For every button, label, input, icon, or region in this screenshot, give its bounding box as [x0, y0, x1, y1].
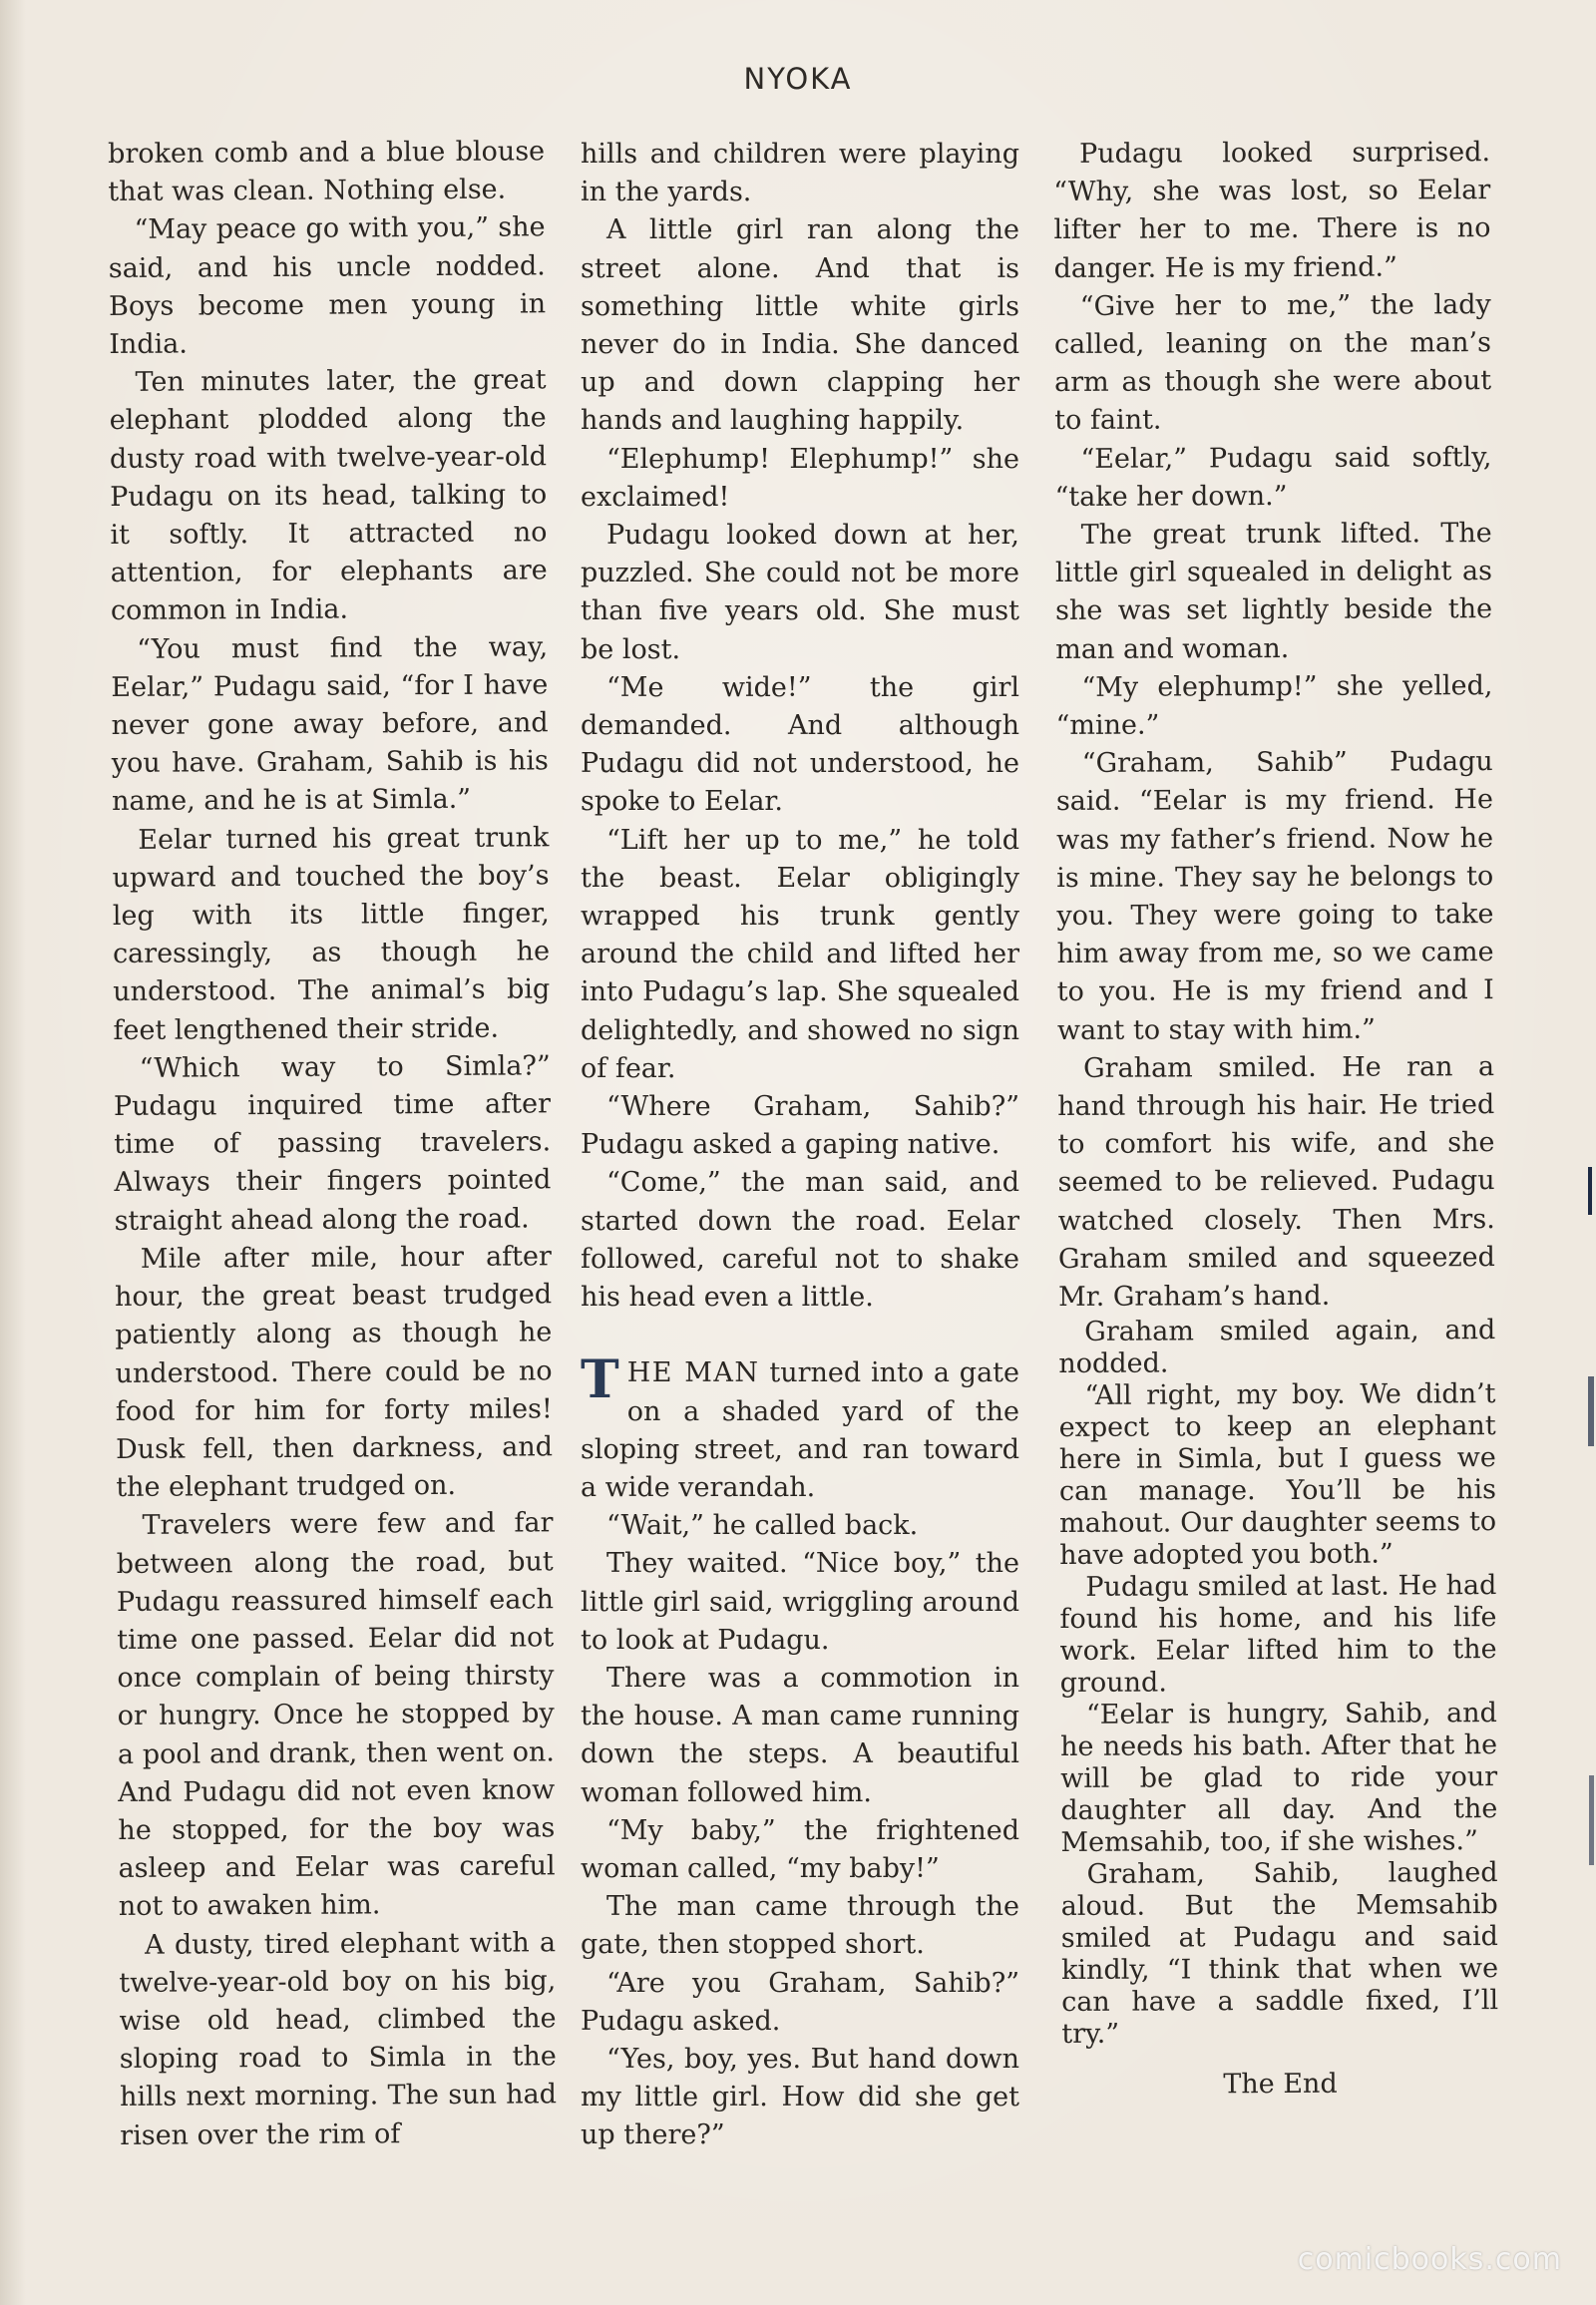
paragraph: “Wait,” he called back. — [606, 1510, 919, 1542]
paragraph: hills and children were playing in the yards. — [581, 139, 1019, 208]
paragraph: A little girl ran along the street alone. And that is something little white girls never do in India. She danced up and down clapping her hands and laughing happily. — [581, 214, 1019, 437]
paragraph: “Which way to Simla?” Pudagu inquired time after time of passing travelers. Always their fingers pointed straight ahead along the road. — [113, 1050, 552, 1237]
section-opening-paragraph — [581, 1349, 1019, 1507]
paragraph: “Lift her up to me,” he told the beast. Eelar obligingly wrapped his trunk gently around the child and lifted her into Pudagu’s lap. She squealed delightedly, and showed no sign of fear. — [581, 824, 1019, 1084]
text-column-1 — [108, 133, 557, 2154]
paragraph: “You must find the way, Eelar,” Pudagu said, “for I have never gone away before, and you have. Graham, Sahib is his name, and he is at Simla.” — [111, 630, 549, 818]
text-column-2 — [581, 136, 1019, 2155]
paragraph: “Come,” the man said, and started down the road. Eelar followed, careful not to shake his head even a little. — [581, 1167, 1019, 1314]
paragraph: They waited. “Nice boy,” the little girl said, wriggling around to look at Pudagu. — [581, 1548, 1019, 1656]
paragraph: Graham smiled. He ran a hand through his hair. He tried to comfort his wife, and she seemed to be relieved. Pudagu watched closely. Then Mrs. Graham smiled and squeezed Mr. Graham’s hand. — [1057, 1050, 1495, 1314]
paragraph: Ten minutes later, the great elephant plodded along the dusty road with twelve-year-old Pudagu on its head, talking to it softly. It attracted no attention, for elephants are common in India. — [109, 364, 548, 627]
page-edge-shadow — [0, 0, 26, 2305]
paragraph: A dusty, tired elephant with a twelve-year-old boy on his big, wise old head, climbed the sloping road to Simla in the hills next morning. The sun had risen over the rim of — [119, 1926, 558, 2151]
paragraph: “Are you Graham, Sahib?” Pudagu asked. — [581, 1967, 1019, 2037]
paragraph: Graham smiled again, and nodded. — [1058, 1315, 1496, 1380]
paragraph: Pudagu looked down at her, puzzled. She could not be more than five years old. She must be lost. — [581, 520, 1019, 665]
paragraph: “Where Graham, Sahib?” Pudagu asked a gaping native. — [581, 1091, 1019, 1161]
paragraph: Pudagu smiled at last. He had found his home, and his life work. Eelar lifted him to the ground. — [1059, 1570, 1497, 1700]
paragraph: “Eelar,” Pudagu said softly, “take her down.” — [1054, 441, 1492, 513]
paragraph: The great trunk lifted. The little girl squealed in delight as she was set lightly beside the man and woman. — [1054, 518, 1493, 665]
scan-edge-mark — [1588, 1376, 1594, 1446]
paragraph: Mile after mile, hour after hour, the great beast trudged patiently along as though he understood. There could be no food for him for forty miles! Dusk fell, then darkness, and the elephant trudged on. — [115, 1241, 554, 1504]
paragraph: “Me wide!” the girl demanded. And although Pudagu did not understood, he spoke to Eelar. — [581, 671, 1019, 818]
scan-edge-mark — [1588, 1167, 1592, 1215]
paragraph: Eelar turned his great trunk upward and touched the boy’s leg with its little finger, caressingly, as though he understood. The animal’s big feet lengthened their stride. — [112, 821, 551, 1046]
watermark: comicbooks.com — [1297, 2242, 1562, 2277]
paragraph: There was a commotion in the house. A man came running down the steps. A beautiful woman followed him. — [581, 1662, 1019, 1808]
text-column-3 — [1053, 134, 1499, 2105]
paragraph: “Give her to me,” the lady called, leaning on the man’s arm as though she were about to faint. — [1053, 288, 1492, 437]
paragraph: Pudagu looked surprised. “Why, she was lost, so Eelar lifter her to me. There is no danger. He is my friend.” — [1053, 137, 1491, 284]
paragraph: “Elephump! Elephump!” she exclaimed! — [581, 443, 1019, 513]
drop-cap: T — [581, 1349, 619, 1411]
paragraph: Travelers were few and far between along the road, but Pudagu reassured himself each time one passed. Eelar did not once complain of being thirsty or hungry. Once he stopped by a pool and drank, then went on. And Pudagu did not even know he stopped, for the boy was asleep and Eelar was careful not to awaken him. — [116, 1507, 556, 1923]
tight-set-block — [1058, 1315, 1498, 2051]
story-end-marker: The End — [1223, 2069, 1338, 2101]
running-title: NYOKA — [743, 62, 853, 96]
paragraph: broken comb and a blue blouse that was clean. Nothing else. — [108, 136, 546, 208]
scan-edge-mark — [1589, 1775, 1594, 1865]
paragraph: “Graham, Sahib” Pudagu said. “Eelar is my friend. He was my father’s friend. Now he is mine. They say he belongs to you. They were going to take him away from me, so we came to you. He is my friend and I want to stay with him.” — [1055, 746, 1494, 1046]
paragraph: “Yes, boy, yes. But hand down my little girl. How did she get up there?” — [581, 2043, 1019, 2151]
paragraph: Graham, Sahib, laughed aloud. But the Memsahib smiled at Pudagu and said kindly, “I think that when we can have a saddle fixed, I’ll try.” — [1060, 1857, 1499, 2051]
paragraph: “Eelar is hungry, Sahib, and he needs his bath. After that he will be glad to ride your daughter all day. And the Memsahib, too, if she wishes.” — [1059, 1698, 1498, 1859]
paragraph: “May peace go with you,” she said, and his uncle nodded. Boys become men young in India. — [108, 211, 547, 361]
paragraph: The man came through the gate, then stopped short. — [581, 1891, 1019, 1961]
section-lead-caps: HE MAN — [626, 1357, 760, 1389]
paragraph: “My elephump!” she yelled, “mine.” — [1055, 669, 1493, 742]
paragraph: “All right, my boy. We didn’t expect to keep an elephant here in Simla, but I guess we can manage. You’ll be his mahout. Our daughter seems to have adopted you both.” — [1058, 1378, 1497, 1572]
paragraph: “My baby,” the frightened woman called, “my baby!” — [581, 1814, 1019, 1884]
section-lead-text: turned into a gate on a shaded yard of the sloping street, and ran toward a wide verandah. — [581, 1357, 1019, 1503]
